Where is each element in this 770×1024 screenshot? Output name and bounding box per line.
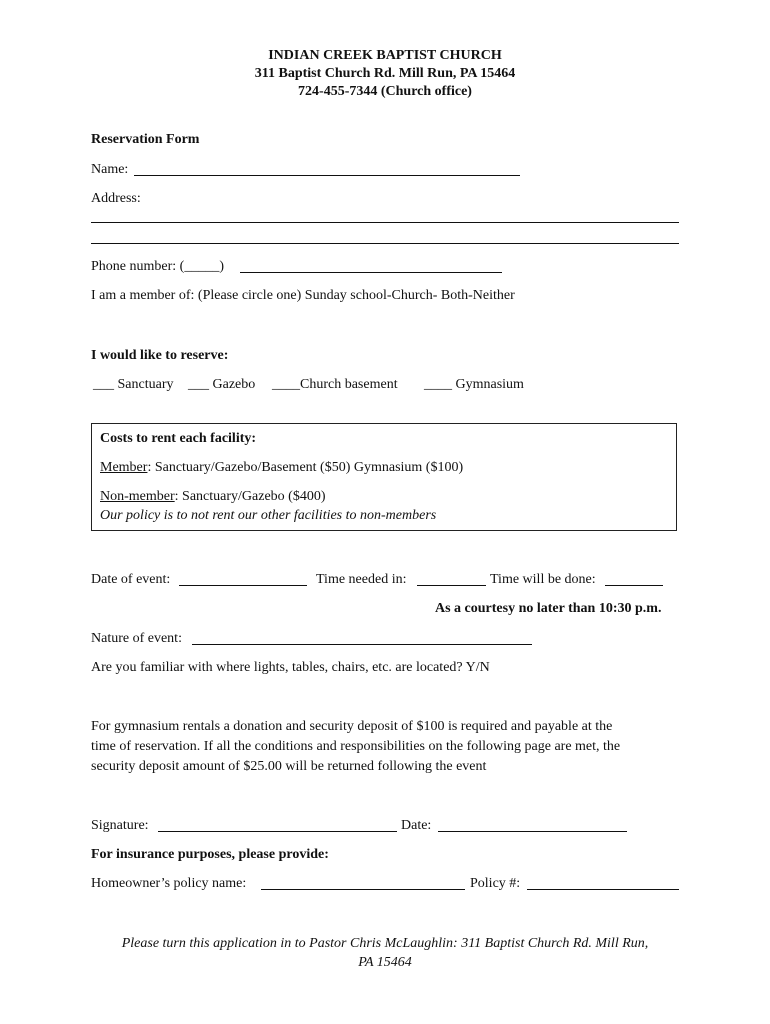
phone-field[interactable] [240, 272, 502, 273]
address-label: Address: [91, 191, 141, 206]
familiar-question: Are you familiar with where lights, tables, chairs, etc. are located? Y/N [91, 660, 490, 675]
church-phone: 724-455-7344 (Church office) [298, 84, 472, 99]
policy-name-label: Homeowner’s policy name: [91, 876, 247, 891]
address-line-2[interactable] [91, 243, 679, 244]
gym-paragraph-line-2: time of reservation. If all the conditions and responsibilities on the following page are met, the [91, 739, 621, 754]
time-needed-field[interactable] [417, 585, 486, 586]
signature-date-label: Date: [401, 818, 432, 833]
reserve-gazebo[interactable]: ___ Gazebo [188, 377, 256, 392]
date-of-event-field[interactable] [179, 585, 307, 586]
date-of-event-label: Date of event: [91, 572, 171, 587]
gym-paragraph-line-3: security deposit amount of $25.00 will be returned following the event [91, 759, 487, 774]
member-costs-text: : Sanctuary/Gazebo/Basement ($50) Gymnasium ($100) [147, 460, 464, 475]
nonmember-label: Non-member [100, 489, 175, 504]
footer-line-2: PA 15464 [358, 955, 412, 970]
church-name: INDIAN CREEK BAPTIST CHURCH [268, 48, 502, 63]
church-address: 311 Baptist Church Rd. Mill Run, PA 15464 [254, 66, 516, 81]
policy-name-field[interactable] [261, 889, 465, 890]
name-label: Name: [91, 162, 129, 177]
member-label: Member [100, 460, 148, 475]
reserve-church-basement[interactable]: ____Church basement [272, 377, 398, 392]
reserve-heading: I would like to reserve: [91, 348, 229, 363]
footer-line-1: Please turn this application in to Pastor Chris McLaughlin: 311 Baptist Church Rd. Mill Run, [121, 936, 649, 951]
signature-label: Signature: [91, 818, 149, 833]
signature-field[interactable] [158, 831, 397, 832]
member-line: I am a member of: (Please circle one) Sunday school-Church- Both-Neither [91, 288, 515, 303]
gym-paragraph-line-1: For gymnasium rentals a donation and security deposit of $100 is required and payable at the [91, 719, 613, 734]
time-needed-label: Time needed in: [316, 572, 407, 587]
policy-number-field[interactable] [527, 889, 679, 890]
policy-number-label: Policy #: [470, 876, 521, 891]
costs-heading: Costs to rent each facility: [100, 431, 257, 446]
insurance-heading: For insurance purposes, please provide: [91, 847, 329, 862]
nature-of-event-field[interactable] [192, 644, 532, 645]
reserve-gymnasium[interactable]: ____ Gymnasium [424, 377, 524, 392]
form-title: Reservation Form [91, 132, 200, 147]
time-done-label: Time will be done: [490, 572, 596, 587]
courtesy-note: As a courtesy no later than 10:30 p.m. [435, 601, 662, 616]
nonmember-costs [100, 489, 326, 505]
reserve-sanctuary[interactable]: ___ Sanctuary [93, 377, 174, 392]
nonmember-costs-text: : Sanctuary/Gazebo ($400) [174, 489, 326, 504]
member-costs [100, 460, 463, 476]
signature-date-field[interactable] [438, 831, 627, 832]
nature-of-event-label: Nature of event: [91, 631, 182, 646]
nonmember-policy: Our policy is to not rent our other facilities to non-members [100, 508, 437, 523]
phone-label: Phone number: (_____) [91, 259, 224, 274]
address-line-1[interactable] [91, 222, 679, 223]
name-field[interactable] [134, 175, 520, 176]
time-done-field[interactable] [605, 585, 663, 586]
